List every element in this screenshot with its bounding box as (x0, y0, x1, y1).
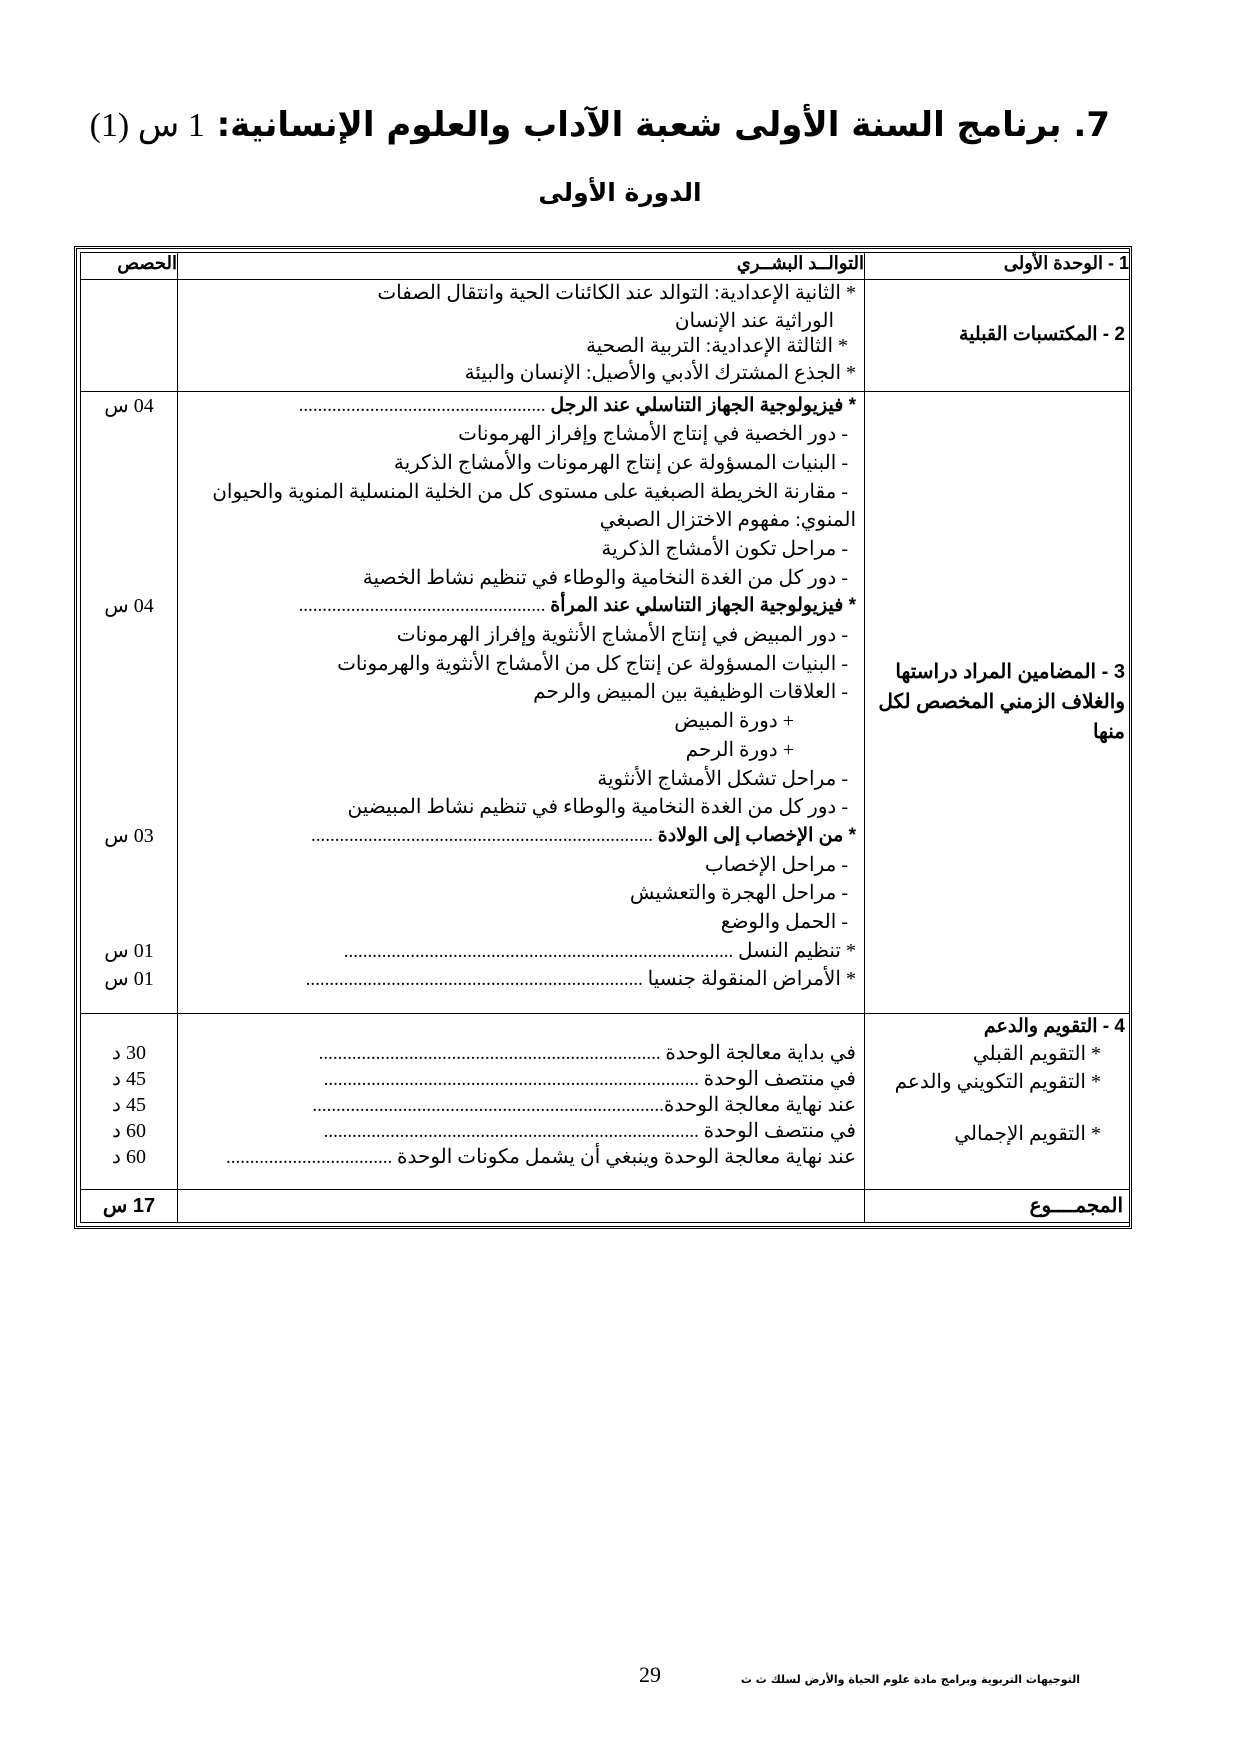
total-row (81, 1189, 1130, 1222)
content-line: + دورة الرحم (685, 738, 794, 761)
evaluation-label: 4 - التقويم والدعم (983, 1016, 1125, 1038)
prior-content-cell (178, 280, 865, 391)
header-hours: الحصص (81, 253, 178, 280)
content-line: - البنيات المسؤولة عن إنتاج الهرمونات والأمشاج الذكرية (393, 451, 848, 474)
evaluation-line: في منتصف الوحدة ............................................................................... (323, 1068, 856, 1091)
total-label: المجمــــوع (865, 1189, 1130, 1222)
evaluation-cell (178, 1014, 865, 1190)
content-line: - العلاقات الوظيفية بين المبيض والرحم (533, 681, 848, 704)
hours-value: 01 س (104, 968, 154, 991)
footer-text: التوجيهات التربوية وبرامج مادة علوم الحياة والأرض لسلك ث ث (740, 1673, 1080, 1686)
content-line: - دور كل من الغدة النخامية والوطاء في تنظيم نشاط المبيضين (347, 796, 848, 819)
hours-value: 30 د (112, 1042, 146, 1065)
title-level: 1 س (1) (89, 107, 205, 144)
contents-cell (178, 391, 865, 1014)
title-main: 7. برنامج السنة الأولى شعبة الآداب والعلوم الإنسانية: (216, 105, 1110, 145)
content-line: - دور الخصية في إنتاج الأمشاج وإفراز الهرمونات (458, 423, 848, 446)
evaluation-type: * التقويم الإجمالي (954, 1123, 1101, 1146)
page-title (89, 105, 1110, 145)
content-line: - الحمل والوضع (720, 910, 848, 933)
content-heading: * فيزيولوجية الجهاز التناسلي عند المرأة .................................................... (298, 595, 856, 617)
contents-label-cell (865, 391, 1130, 1014)
contents-label: 3 - المضامين المراد دراستها والغلاف الزمني المخصص لكل منها (878, 661, 1125, 744)
content-line: - مراحل تكون الأمشاج الذكرية (601, 538, 848, 560)
program-table (80, 252, 1130, 1223)
total-value: 17 س (81, 1189, 178, 1222)
content-heading: * الأمراض المنقولة جنسيا ....................................................................... (305, 968, 856, 991)
page-number: 29 (639, 1662, 661, 1687)
content-line: - مقارنة الخريطة الصبغية على مستوى كل من الخلية المنسلية المنوية والحيوان (212, 480, 848, 503)
content-heading: * من الإخصاب إلى الولادة ........................................................................ (311, 824, 856, 846)
prior-label: 2 - المكتسبات القبلية (958, 324, 1125, 346)
content-line: - دور المبيض في إنتاج الأمشاج الأنثوية وإفراز الهرمونات (396, 624, 848, 647)
evaluation-row (81, 1014, 1130, 1190)
content-line: - البنيات المسؤولة عن إنتاج كل من الأمشاج الأنثوية والهرمونات (337, 652, 848, 675)
evaluation-line: عند نهاية معالجة الوحدة وينبغي أن يشمل مكونات الوحدة ................................... (225, 1146, 856, 1169)
prior-line: الوراثية عند الإنسان (674, 310, 834, 333)
content-line: - مراحل الإخصاب (704, 853, 848, 876)
hours-value: 01 س (104, 939, 154, 962)
contents-row (81, 391, 1130, 1014)
content-line: - دور كل من الغدة النخامية والوطاء في تنظيم نشاط الخصية (362, 566, 848, 589)
prior-line: * الثانية الإعدادية: التوالد عند الكائنات الحية وانتقال الصفات (377, 282, 856, 305)
prior-line: * الجذع المشترك الأدبي والأصيل: الإنسان والبيئة (464, 362, 856, 385)
prior-knowledge-row (81, 280, 1130, 391)
content-heading: * فيزيولوجية الجهاز التناسلي عند الرجل .................................................... (298, 394, 856, 416)
evaluation-line: في منتصف الوحدة ............................................................................... (323, 1120, 856, 1143)
content-line: المنوي: مفهوم الاختزال الصبغي (599, 509, 856, 532)
table-header-row (81, 253, 1130, 280)
prior-hours-cell (81, 280, 178, 391)
hours-value: 45 د (112, 1068, 146, 1091)
content-heading: * تنظيم النسل .................................................................................. (343, 939, 856, 962)
hours-value: 03 س (104, 824, 154, 847)
content-line: + دورة المبيض (674, 710, 794, 733)
content-line: - مراحل الهجرة والتعشيش (629, 882, 848, 905)
contents-hours-cell (81, 391, 178, 1014)
hours-value: 04 س (104, 394, 154, 417)
header-unit: 1 - الوحدة الأولى (865, 253, 1130, 280)
hours-value: 04 س (104, 595, 154, 618)
hours-value: 45 د (112, 1094, 146, 1117)
hours-value: 60 د (112, 1146, 146, 1169)
prior-line: * الثالثة الإعدادية: التربية الصحية (585, 335, 848, 358)
header-theme: التوالــد البشــري (178, 253, 865, 280)
evaluation-line: عند نهاية معالجة الوحدة.......................................................................... (312, 1094, 856, 1117)
evaluation-hours-cell (81, 1014, 178, 1190)
prior-label-cell (865, 280, 1130, 391)
session-title: الدورة الأولى (538, 178, 702, 207)
content-line: - مراحل تشكل الأمشاج الأنثوية (597, 767, 848, 790)
hours-value: 60 د (112, 1120, 146, 1143)
evaluation-type: * التقويم التكويني والدعم (894, 1071, 1101, 1094)
evaluation-type: * التقويم القبلي (972, 1043, 1101, 1066)
total-spacer (178, 1189, 865, 1222)
evaluation-line: في بداية معالجة الوحدة ........................................................................ (318, 1042, 856, 1065)
evaluation-label-cell (865, 1014, 1130, 1190)
